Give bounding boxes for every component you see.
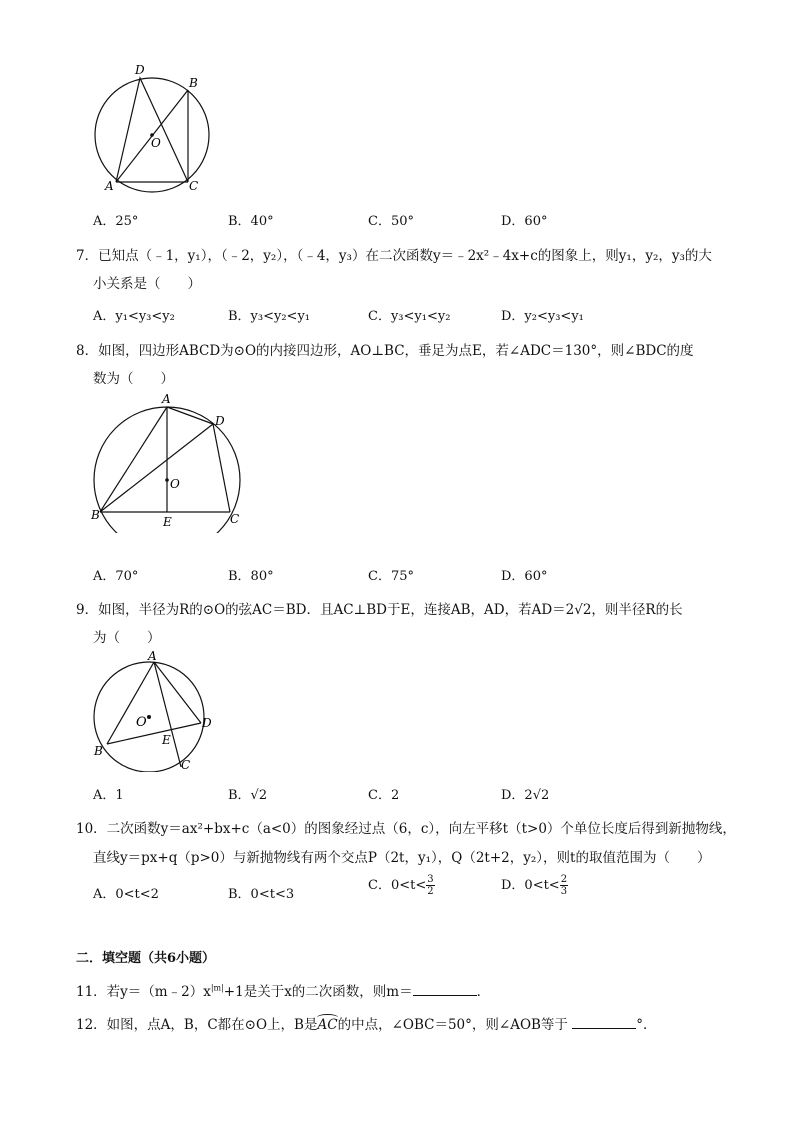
q7-option-d: D．y₂<y₃<y₁ <box>501 309 584 324</box>
fig6-label-C: C <box>189 179 199 193</box>
fig8-label-E: E <box>163 515 172 529</box>
q7-stem-line2: 小关系是（ ） <box>93 276 201 292</box>
q10-option-a: A．0<t<2 <box>93 887 159 902</box>
fig9-label-O: O <box>136 715 147 730</box>
q12-arc-ac: AC <box>317 1017 337 1033</box>
q9-option-b: B．√2 <box>228 788 268 803</box>
q7-stem-line1: 7．已知点（﹣1，y₁），（﹣2，y₂），（﹣4，y₃）在二次函数y＝﹣2x²﹣4x+c的图象上，则y₁，y₂，y₃的大 <box>76 248 712 264</box>
q12-stem: 12．如图，点A，B，C都在⊙O上，B是 AC的中点，∠OBC＝50°，则∠AOB等于 °． <box>76 1013 656 1033</box>
q10-option-d-prefix: D．0<t< <box>501 878 560 893</box>
q12-answer-blank[interactable] <box>572 1018 636 1029</box>
q9-option-a: A．1 <box>93 788 124 803</box>
q7-option-a: A．y₁<y₃<y₂ <box>93 309 175 324</box>
q9-option-c: C．2 <box>368 788 400 803</box>
q9-stem-line2: 为（ ） <box>93 630 161 646</box>
fig9-label-A: A <box>148 649 157 663</box>
fig6-label-A: A <box>105 179 114 193</box>
q6-option-c: C．50° <box>368 214 414 229</box>
q8-option-b: B．80° <box>228 569 274 584</box>
q10-option-c-fraction: $\frac{3}{2}$ <box>427 874 434 897</box>
fig6-label-B: B <box>189 76 198 90</box>
q6-circle-figure <box>88 62 218 197</box>
q7-option-b: B．y₃<y₂<y₁ <box>228 309 311 324</box>
fig6-label-O: O <box>151 136 161 150</box>
q8-stem-line2: 数为（ ） <box>93 371 174 387</box>
q9-circle-figure <box>86 647 221 772</box>
fig9-label-C: C <box>181 758 191 772</box>
q10-stem-line2: 直线y＝px+q（p>0）与新抛物线有两个交点P（2t，y₁），Q（2t+2，y₂），则t的取值范围为（ ） <box>93 850 711 866</box>
q7-option-c: C．y₃<y₁<y₂ <box>368 309 451 324</box>
q10-option-b: B．0<t<3 <box>228 887 295 902</box>
q11-stem: 11．若$y=(m﹣2)x^{|m|}+1$是关于x的二次函数，则m＝ ． <box>76 983 491 1000</box>
fig9-label-D: D <box>202 716 212 730</box>
q9-stem-line1: 9．如图，半径为R的⊙O的弦AC＝BD．且AC⊥BD于E，连接AB，AD，若AD＝2√2，则半径R的长 <box>76 602 683 618</box>
q10-stem-line1: 10．二次函数y＝ax²+bx+c（a<0）的图象经过点（6，c），向左平移t（t>0）个单位长度后得到新抛物线， <box>76 821 736 837</box>
q8-option-a: A．70° <box>93 569 139 584</box>
q6-option-a: A．25° <box>93 214 139 229</box>
q8-option-c: C．75° <box>368 569 414 584</box>
q6-option-b: B．40° <box>228 214 274 229</box>
q8-circle-figure <box>84 388 254 533</box>
q6-option-d: D．60° <box>501 214 548 229</box>
fig8-label-C: C <box>230 512 240 526</box>
fig8-label-B: B <box>91 508 100 522</box>
fig8-label-A: A <box>162 392 171 406</box>
section-2-heading: 二．填空题（共6小题） <box>76 951 216 966</box>
q8-stem-line1: 8．如图，四边形ABCD为⊙O的内接四边形，AO⊥BC，垂足为点E，若∠ADC＝130°，则∠BDC的度 <box>76 343 694 359</box>
q8-option-d: D．60° <box>501 569 548 584</box>
fig6-label-D: D <box>135 63 145 77</box>
q10-option-c <box>368 874 435 897</box>
fig8-label-O: O <box>170 477 180 491</box>
q10-option-d-fraction: $\frac{2}{3}$ <box>560 874 568 897</box>
q10-option-c-prefix: C．0<t< <box>368 878 427 893</box>
q10-option-d <box>501 874 568 897</box>
q9-option-d: D．2√2 <box>501 788 550 803</box>
fig9-label-E: E <box>162 733 171 747</box>
fig9-label-B: B <box>94 744 103 758</box>
q11-answer-blank[interactable] <box>413 985 477 996</box>
fig8-label-D: D <box>215 414 225 428</box>
